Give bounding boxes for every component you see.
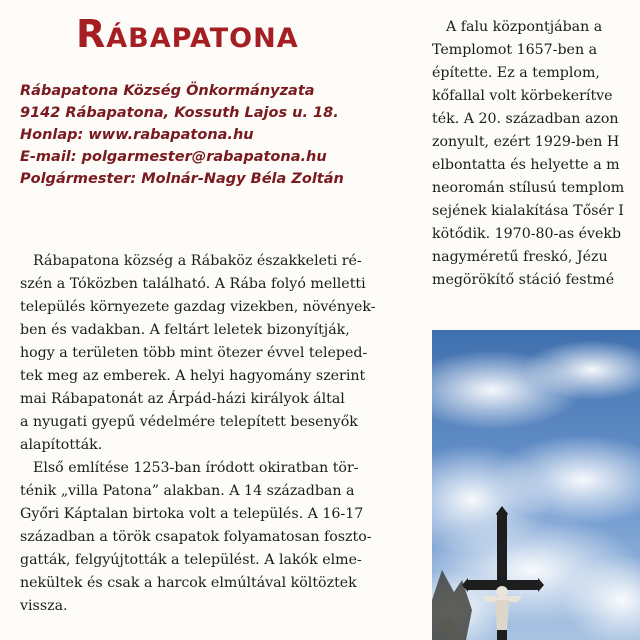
crucifix-photo: [432, 330, 640, 640]
text-line: megörökítő stáció festmé: [432, 272, 615, 288]
text-line: szén a Tóközben található. A Rába folyó melletti: [20, 276, 366, 292]
text-line: Rábapatona község a Rábaköz északkeleti ré-: [33, 253, 362, 269]
text-line: zonyult, ezért 1929-ben H: [432, 134, 620, 150]
intro-paragraph: [20, 250, 382, 457]
text-line: Templomot 1657-ben a: [432, 42, 598, 58]
text-line: építette. Ez a templom,: [432, 65, 600, 81]
text-line: ték. A 20. században azon: [432, 111, 619, 127]
text-line: hogy a területen több mint ötezer évvel teleped-: [20, 345, 368, 361]
text-line: vissza.: [20, 598, 68, 614]
text-line: tek meg az emberek. A helyi hagyomány szerint: [20, 368, 366, 384]
history-paragraph: [20, 457, 382, 618]
contact-organization: Rábapatona Község Önkormányzata: [20, 83, 315, 99]
church-column: [432, 16, 640, 292]
text-line: neoromán stílusú templom: [432, 180, 625, 196]
text-line: alapították.: [20, 437, 103, 453]
title-text: Rábapatona: [76, 12, 299, 56]
text-line: sejének kialakítása Tősér I: [432, 203, 624, 219]
text-line: ben és vadakban. A feltárt leletek bizonyítják,: [20, 322, 350, 338]
page-title: [76, 12, 299, 56]
text-line: település környezete gazdag vizekben, növények-: [20, 299, 376, 315]
contact-block: [20, 80, 344, 190]
contact-email[interactable]: E-mail: polgarmester@rabapatona.hu: [20, 149, 327, 165]
text-line: mai Rábapatonát az Árpád-házi királyok által: [20, 391, 345, 407]
contact-mayor: Polgármester: Molnár-Nagy Béla Zoltán: [20, 171, 344, 187]
text-line: elbontatta és helyette a m: [432, 157, 620, 173]
text-line: kőfallal volt körbekerítve: [432, 88, 613, 104]
crucifix-photo-image: [432, 330, 640, 640]
text-line: a nyugati gyepű védelmére telepített besenyők: [20, 414, 358, 430]
text-line: A falu központjában a: [446, 19, 603, 35]
text-line: Győri Káptalan birtoka volt a település. A 16-17: [20, 506, 364, 522]
text-line: Első említése 1253-ban íródott okiratban tör-: [33, 460, 359, 476]
contact-address: 9142 Rábapatona, Kossuth Lajos u. 18.: [20, 105, 339, 121]
text-line: gatták, felgyújtották a települést. A lakók elme-: [20, 552, 362, 568]
text-line: nagyméretű freskó, Jézu: [432, 249, 608, 265]
text-line: ténik „villa Patona” alakban. A 14 században a: [20, 483, 355, 499]
text-line: kötődik. 1970-80-as évekb: [432, 226, 622, 242]
contact-website[interactable]: Honlap: www.rabapatona.hu: [20, 127, 254, 143]
text-line: században a török csapatok folyamatosan foszto-: [20, 529, 372, 545]
text-line: nekültek és csak a harcok elmúltával költöztek: [20, 575, 357, 591]
